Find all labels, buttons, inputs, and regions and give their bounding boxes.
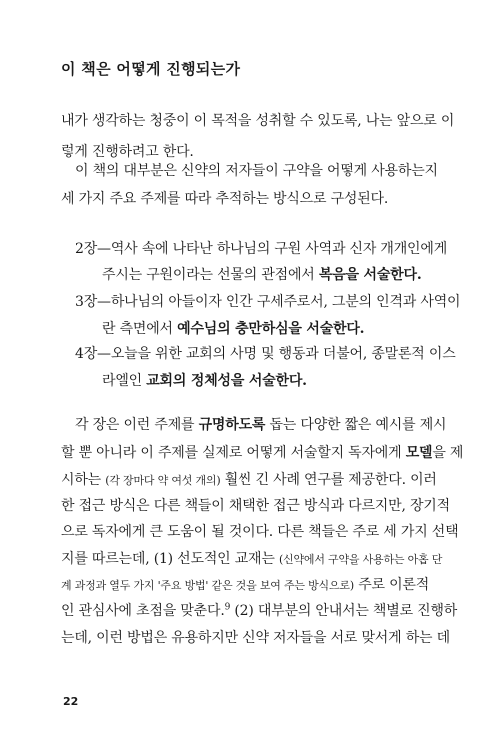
- intro-line: 렇게 진행하려고 한다.: [61, 144, 194, 160]
- body-line: 는데, 이런 방법은 유용하지만 신약 저자들을 서로 맞서게 하는 데: [61, 630, 450, 646]
- page-number: 22: [63, 695, 79, 708]
- body-line: 한 접근 방식은 다른 책들이 채택한 접근 방식과 다르지만, 장기적: [61, 498, 450, 514]
- chapter-4-line: 4장—오늘을 위한 교회의 사명 및 행동과 더불어, 종말론적 이스: [75, 346, 456, 362]
- chapter-2-line: 주시는 구원이라는 선물의 관점에서 복음을 서술한다.: [102, 267, 422, 283]
- intro-line: 내가 생각하는 청중이 이 목적을 성취할 수 있도록, 나는 앞으로 이: [61, 113, 455, 129]
- body-line: 지를 따르는데, (1) 선도적인 교재는 (신약에서 구약을 사용하는 아홉 단: [61, 551, 443, 567]
- section-heading: 이 책은 어떻게 진행되는가: [61, 60, 241, 78]
- body-line: 시하는 (각 장마다 약 여섯 개의) 훨씬 긴 사례 연구를 제공한다. 이러: [61, 472, 437, 488]
- chapter-4-line: 라엘인 교회의 정체성을 서술한다.: [102, 373, 307, 389]
- chapter-3-line: 3장—하나님의 아들이자 인간 구세주로서, 그분의 인격과 사역이: [75, 294, 461, 310]
- body-line: 할 뿐 아니라 이 주제를 실제로 어떻게 서술할지 독자에게 모델을 제: [61, 445, 464, 461]
- chapter-2-line: 2장—역사 속에 나타난 하나님의 구원 사역과 신자 개개인에게: [75, 241, 448, 257]
- chapter-3-line: 란 측면에서 예수님의 충만하심을 서술한다.: [102, 321, 365, 337]
- body-line: 인 관심사에 초점을 맞춘다.$^9$ (2) 대부분의 안내서는 책별로 진행하: [61, 602, 458, 619]
- body-line: 각 장은 이런 주제를 규명하도록 돕는 다양한 짧은 예시를 제시: [75, 417, 447, 433]
- body-line: 으로 독자에게 큰 도움이 될 것이다. 다른 책들은 주로 세 가지 선택: [61, 524, 459, 540]
- intro-line: 이 책의 대부분은 신약의 저자들이 구약을 어떻게 사용하는지: [75, 163, 438, 179]
- intro-line: 세 가지 주요 주제를 따라 추적하는 방식으로 구성된다.: [61, 191, 389, 207]
- body-line: 계 과정과 열두 가지 '주요 방법' 같은 것을 보여 주는 방식으로) 주로 이론적: [61, 577, 430, 593]
